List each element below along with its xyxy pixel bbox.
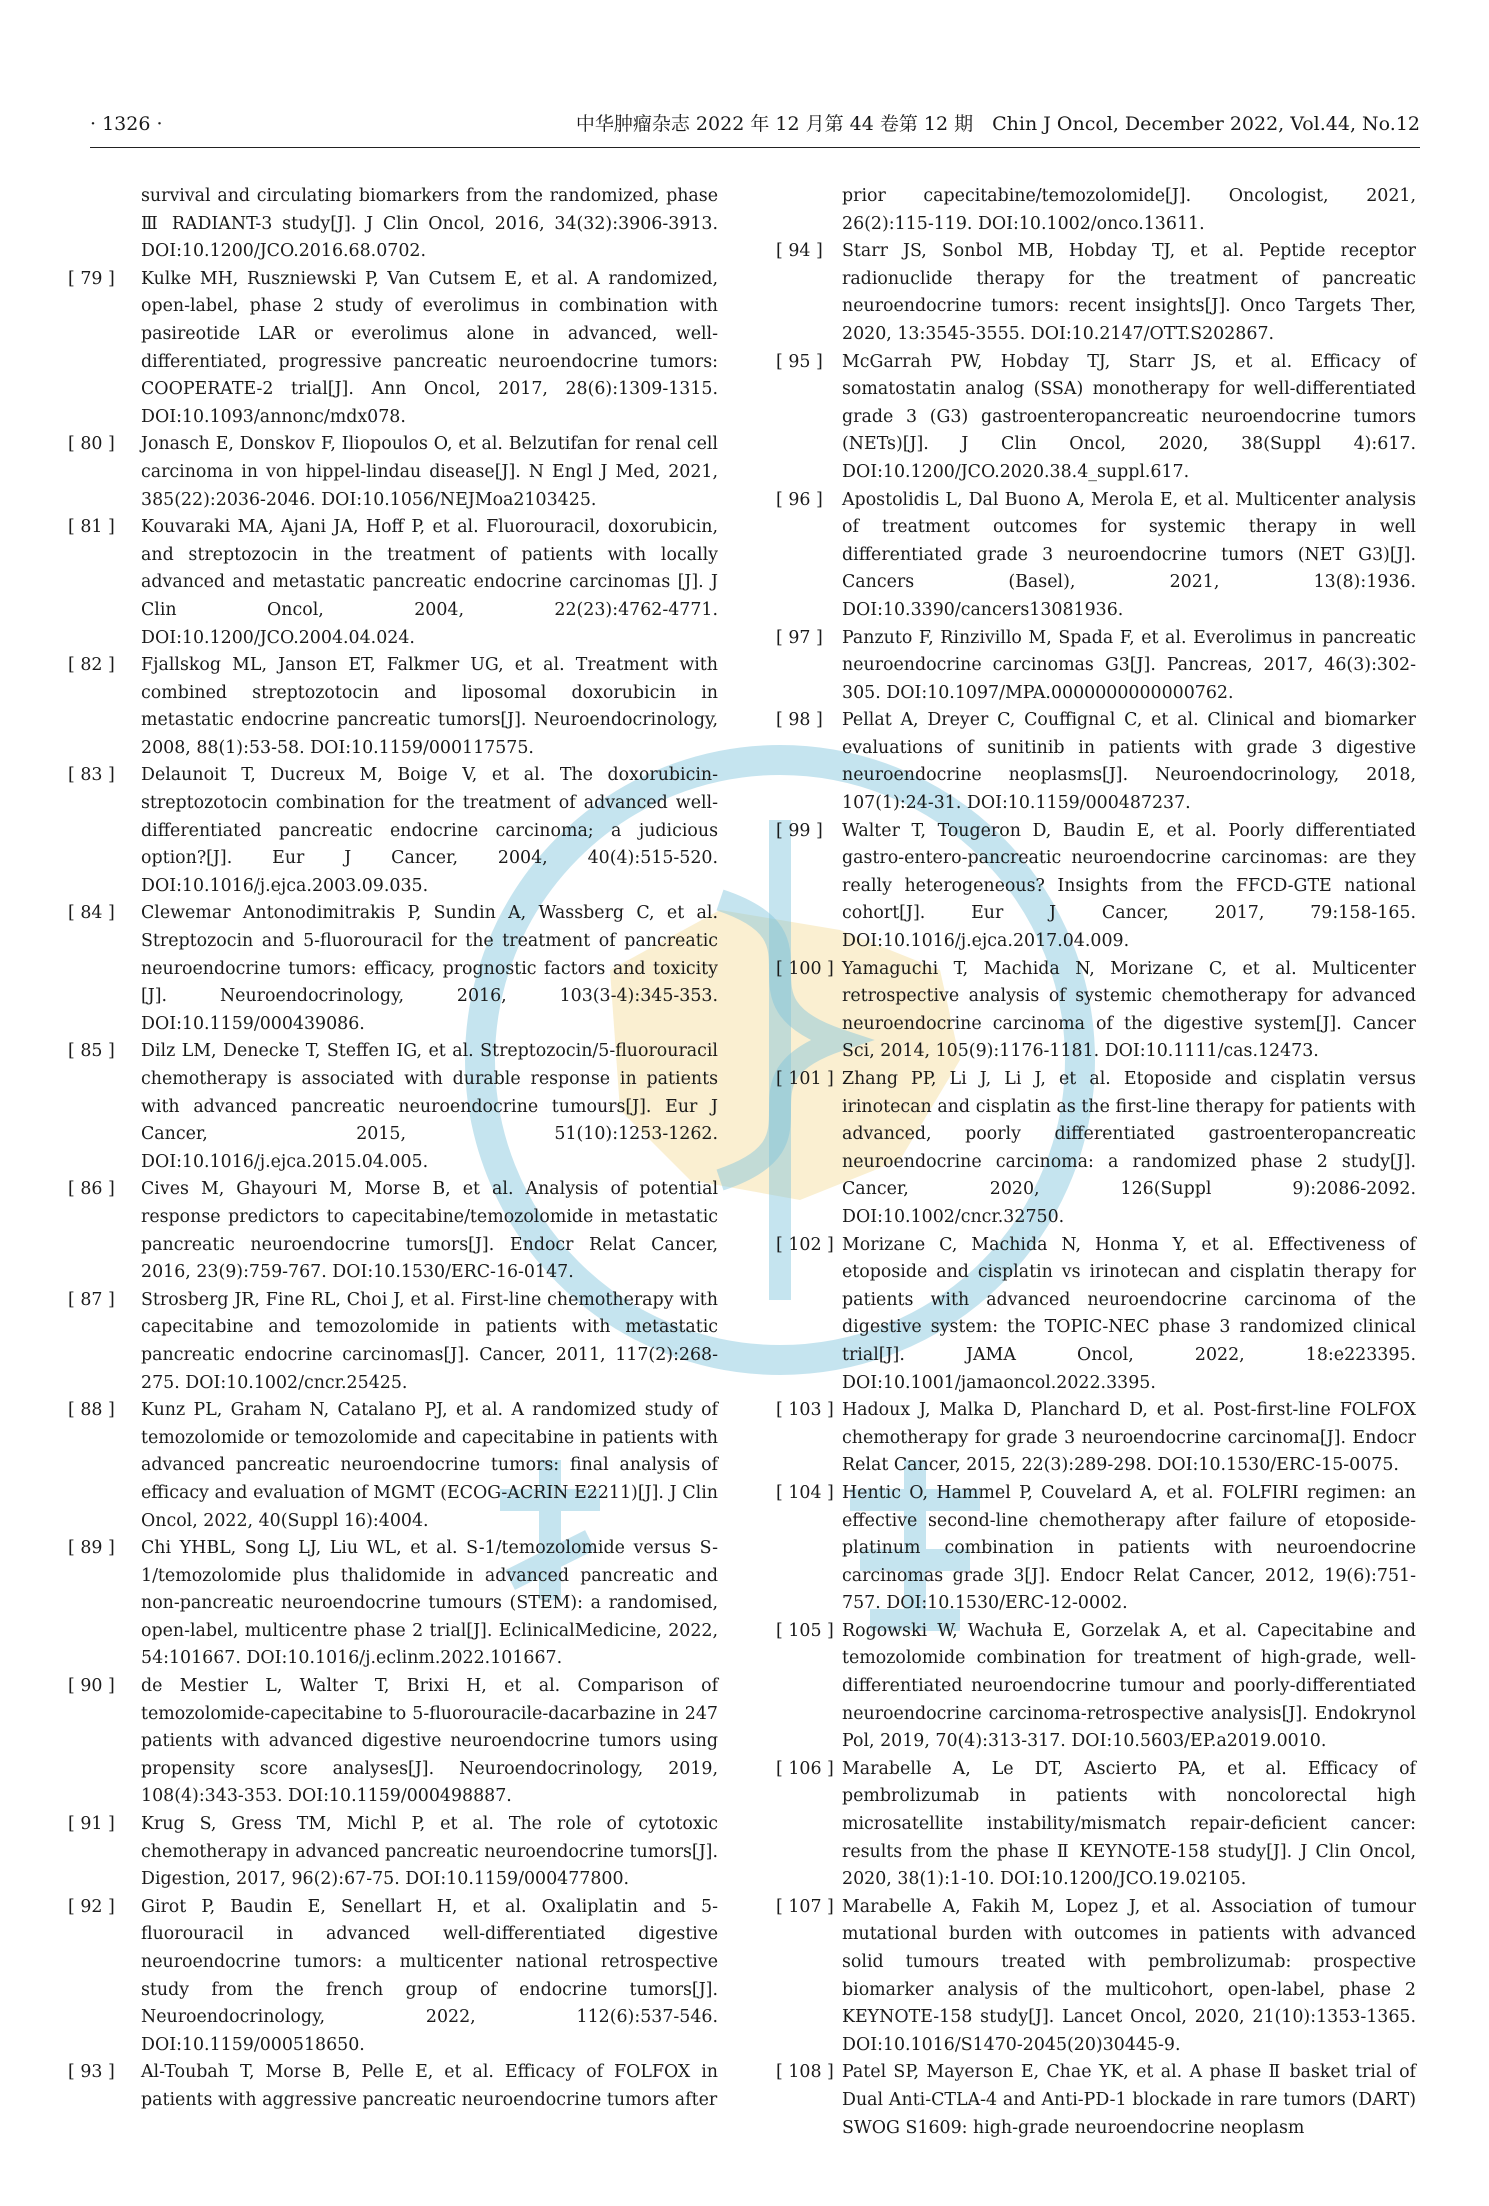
reference-text: Clewemar Antonodimitrakis P, Sundin A, Wassberg C, et al. Streptozocin and 5-fluorouracil for the treatment of pancreatic neuroendocrine tumors: efficacy, prognostic factors and toxicity [J]. Neuroendocrinology, 2016, 103(3-4):345-353. DOI:10.1159/000439086. [141,903,718,1034]
reference-text: Strosberg JR, Fine RL, Choi J, et al. First-line chemotherapy with capecitabine and temozolomide in patients with metastatic pancreatic endocrine carcinomas[J]. Cancer, 2011, 117(2):268-275. DOI:10.1002/cncr.25425. [141,1289,718,1393]
reference-84 [68,900,718,1038]
reference-89 [68,1535,718,1673]
reference-text: McGarrah PW, Hobday TJ, Starr JS, et al. Efficacy of somatostatin analog (SSA) monotherapy for well-differentiated grade 3 (G3) gastroenteropancreatic neuroendocrine tumors (NETs)[J]. J Clin Oncol, 2020, 38(Suppl 4):617. DOI:10.1200/JCO.2020.38.4_suppl.617. [842,351,1416,482]
reference-text: Chi YHBL, Song LJ, Liu WL, et al. S-1/temozolomide versus S-1/temozolomide plus thalidomide in advanced pancreatic and non-pancreatic neuroendocrine tumours (STEM): a randomised, open-label, multicentre phase 2 trial[J]. EclinicalMedicine, 2022, 54:101667. DOI:10.1016/j.eclinm.2022.101667. [141,1538,718,1669]
reference-text: Morizane C, Machida N, Honma Y, et al. Effectiveness of etoposide and cisplatin vs irinotecan and cisplatin therapy for patients with advanced neuroendocrine carcinoma of the digestive system: the TOPIC-NEC phase 3 randomized clinical trial[J]. JAMA Oncol, 2022, 18:e223395. DOI:10.1001/jamaoncol.2022.3395. [842,1234,1416,1393]
reference-100 [776,956,1416,1066]
reference-number: [ 95 ] [776,351,823,372]
reference-87 [68,1287,718,1397]
reference-text: Pellat A, Dreyer C, Couffignal C, et al. Clinical and biomarker evaluations of sunitinib in patients with grade 3 digestive neuroendocrine neoplasms[J]. Neuroendocrinology, 2018, 107(1):24-31. DOI:10.1159/000487237. [842,710,1416,814]
reference-95 [776,349,1416,487]
reference-text: Al-Toubah T, Morse B, Pelle E, et al. Efficacy of FOLFOX in patients with aggressive pancreatic neuroendocrine tumors after [141,2062,718,2110]
reference-108 [776,2059,1416,2142]
reference-97 [776,625,1416,708]
reference-number: [ 103 ] [776,1400,834,1421]
reference-82 [68,652,718,762]
reference-continuation: prior capecitabine/temozolomide[J]. Oncologist, 2021, 26(2):115-119. DOI:10.1002/onco.13611. [842,186,1416,234]
reference-number: [ 106 ] [776,1758,834,1779]
reference-text: Apostolidis L, Dal Buono A, Merola E, et al. Multicenter analysis of treatment outcomes for systemic therapy in well differentiated grade 3 neuroendocrine tumors (NET G3)[J]. Cancers (Basel), 2021, 13(8):1936. DOI:10.3390/cancers13081936. [842,489,1416,620]
reference-text: Delaunoit T, Ducreux M, Boige V, et al. The doxorubicin-streptozotocin combination for the treatment of advanced well-differentiated pancreatic endocrine carcinoma; a judicious option?[J]. Eur J Cancer, 2004, 40(4):515-520. DOI:10.1016/j.ejca.2003.09.035. [141,765,718,896]
reference-number: [ 94 ] [776,241,823,262]
reference-text: Marabelle A, Fakih M, Lopez J, et al. Association of tumour mutational burden with outcomes in patients with advanced solid tumours treated with pembrolizumab: prospective biomarker analysis of the multicohort, open-label, phase 2 KEYNOTE-158 study[J]. Lancet Oncol, 2020, 21(10):1353-1365. DOI:10.1016/S1470-2045(20)30445-9. [842,1896,1416,2055]
reference-number: [ 104 ] [776,1482,834,1503]
right-column [776,183,1416,2142]
reference-number: [ 87 ] [68,1289,115,1310]
reference-text: Yamaguchi T, Machida N, Morizane C, et al. Multicenter retrospective analysis of systemic chemotherapy for advanced neuroendocrine carcinoma of the digestive system[J]. Cancer Sci, 2014, 105(9):1176-1181. DOI:10.1111/cas.12473. [842,958,1416,1062]
reference-number: [ 92 ] [68,1896,115,1917]
reference-text: Walter T, Tougeron D, Baudin E, et al. Poorly differentiated gastro-entero-pancreatic neuroendocrine carcinomas: are they really heterogeneous? Insights from the FFCD-GTE national cohort[J]. Eur J Cancer, 2017, 79:158-165. DOI:10.1016/j.ejca.2017.04.009. [842,820,1416,952]
reference-number: [ 86 ] [68,1179,115,1200]
reference-text: Jonasch E, Donskov F, Iliopoulos O, et al. Belzutifan for renal cell carcinoma in von hippel-lindau disease[J]. N Engl J Med, 2021, 385(22):2036-2046. DOI:10.1056/NEJMoa2103425. [141,434,718,510]
reference-number: [ 93 ] [68,2062,115,2083]
reference-91 [68,1811,718,1894]
reference-text: Fjallskog ML, Janson ET, Falkmer UG, et al. Treatment with combined streptozotocin and liposomal doxorubicin in metastatic endocrine pancreatic tumors[J]. Neuroendocrinology, 2008, 88(1):53-58. DOI:10.1159/000117575. [141,655,718,758]
reference-text: Dilz LM, Denecke T, Steffen IG, et al. Streptozocin/5-fluorouracil chemotherapy is associated with durable response in patients with advanced pancreatic neuroendocrine tumours[J]. Eur J Cancer, 2015, 51(10):1253-1262. DOI:10.1016/j.ejca.2015.04.005. [141,1041,718,1172]
reference-text: Hentic O, Hammel P, Couvelard A, et al. FOLFIRI regimen: an effective second-line chemotherapy after failure of etoposide-platinum combination in patients with neuroendocrine carcinomas grade 3[J]. Endocr Relat Cancer, 2012, 19(6):751-757. DOI:10.1530/ERC-12-0002. [842,1482,1416,1614]
reference-number: [ 101 ] [776,1069,834,1089]
reference-number: [ 91 ] [68,1814,115,1835]
reference-90 [68,1673,718,1811]
reference-number: [ 96 ] [776,489,823,510]
reference-80 [68,431,718,514]
reference-number: [ 79 ] [68,268,115,289]
reference-number: [ 97 ] [776,627,823,648]
reference-81 [68,514,718,652]
reference-number: [ 84 ] [68,903,115,924]
reference-number: [ 108 ] [776,2062,834,2083]
reference-number: [ 82 ] [68,655,115,676]
reference-107 [776,1894,1416,2060]
reference-94 [776,238,1416,348]
reference-text: Patel SP, Mayerson E, Chae YK, et al. A phase Ⅱ basket trial of Dual Anti-CTLA-4 and Anti-PD-1 blockade in rare tumors (DART) SWOG S1609: high-grade neuroendocrine neoplasm [842,2062,1416,2138]
reference-number: [ 105 ] [776,1620,834,1641]
reference-text: Kouvaraki MA, Ajani JA, Hoff P, et al. Fluorouracil, doxorubicin, and streptozocin in the treatment of patients with locally advanced and metastatic pancreatic endocrine carcinomas [J]. J Clin Oncol, 2004, 22(23):4762-4771. DOI:10.1200/JCO.2004.04.024. [141,517,718,648]
reference-98 [776,707,1416,817]
reference-text: Girot P, Baudin E, Senellart H, et al. Oxaliplatin and 5-fluorouracil in advanced well-differentiated digestive neuroendocrine tumors: a multicenter national retrospective study from the french group of endocrine tumors[J]. Neuroendocrinology, 2022, 112(6):537-546. DOI:10.1159/000518650. [141,1896,718,2055]
reference-96 [776,487,1416,625]
reference-text: Krug S, Gress TM, Michl P, et al. The role of cytotoxic chemotherapy in advanced pancreatic neuroendocrine tumors[J]. Digestion, 2017, 96(2):67-75. DOI:10.1159/000477800. [141,1814,718,1890]
reference-number: [ 99 ] [776,820,823,841]
journal-header: 中华肿瘤杂志 2022 年 12 月第 44 卷第 12 期 Chin J Oncol, December 2022, Vol.44, No.12 [575,113,1420,135]
reference-text: Panzuto F, Rinzivillo M, Spada F, et al. Everolimus in pancreatic neuroendocrine carcinomas G3[J]. Pancreas, 2017, 46(3):302-305. DOI:10.1097/MPA.0000000000000762. [842,627,1416,703]
reference-99 [776,818,1416,956]
reference-83 [68,762,718,900]
reference-number: [ 80 ] [68,434,115,455]
reference-number: [ 81 ] [68,517,115,538]
reference-86 [68,1176,718,1286]
reference-number: [ 102 ] [776,1234,834,1255]
reference-text: Kunz PL, Graham N, Catalano PJ, et al. A randomized study of temozolomide or temozolomide and capecitabine in patients with advanced pancreatic neuroendocrine tumors: final analysis of efficacy and evaluation of MGMT (ECOG-ACRIN E2211)[J]. J Clin Oncol, 2022, 40(Suppl 16):4004. [141,1400,718,1531]
reference-number: [ 88 ] [68,1400,115,1421]
reference-continuation: survival and circulating biomarkers from the randomized, phase Ⅲ RADIANT-3 study[J]. J Clin Oncol, 2016, 34(32):3906-3913. DOI:10.1200/JCO.2016.68.0702. [141,186,718,262]
reference-text: Rogowski W, Wachuła E, Gorzelak A, et al. Capecitabine and temozolomide combination for treatment of high-grade, well-differentiated neuroendocrine tumour and poorly-differentiated neuroendocrine carcinoma-retrospective analysis[J]. Endokrynol Pol, 2019, 70(4):313-317. DOI:10.5603/EP.a2019.0010. [842,1620,1416,1752]
reference-103 [776,1397,1416,1480]
reference-text: de Mestier L, Walter T, Brixi H, et al. Comparison of temozolomide-capecitabine to 5-fluorouracile-dacarbazine in 247 patients with advanced digestive neuroendocrine tumors using propensity score analyses[J]. Neuroendocrinology, 2019, 108(4):343-353. DOI:10.1159/000498887. [141,1676,718,1807]
reference-number: [ 90 ] [68,1676,115,1697]
reference-text: Marabelle A, Le DT, Ascierto PA, et al. Efficacy of pembrolizumab in patients with noncolorectal high microsatellite instability/mismatch repair-deficient cancer: results from the phase Ⅱ KEYNOTE-158 study[J]. J Clin Oncol, 2020, 38(1):1-10. DOI:10.1200/JCO.19.02105. [842,1758,1416,1890]
reference-number: [ 107 ] [776,1896,834,1917]
reference-text: Kulke MH, Ruszniewski P, Van Cutsem E, et al. A randomized, open-label, phase 2 study of everolimus in combination with pasireotide LAR or everolimus alone in advanced, well-differentiated, progressive pancreatic neuroendocrine tumors: COOPERATE-2 trial[J]. Ann Oncol, 2017, 28(6):1309-1315. DOI:10.1093/annonc/mdx078. [141,268,718,427]
reference-106 [776,1756,1416,1894]
reference-text: Starr JS, Sonbol MB, Hobday TJ, et al. Peptide receptor radionuclide therapy for the treatment of pancreatic neuroendocrine tumors: recent insights[J]. Onco Targets Ther, 2020, 13:3545-3555. DOI:10.2147/OTT.S202867. [842,241,1416,344]
header-rule [90,147,1420,148]
reference-text: Cives M, Ghayouri M, Morse B, et al. Analysis of potential response predictors to capecitabine/temozolomide in metastatic pancreatic neuroendocrine tumors[J]. Endocr Relat Cancer, 2016, 23(9):759-767. DOI:10.1530/ERC-16-0147. [141,1179,718,1283]
page-number: · 1326 · [90,113,163,135]
reference-text: Zhang PP, Li J, Li J, et al. Etoposide and cisplatin versus irinotecan and cisplatin as the first-line therapy for patients with advanced, poorly differentiated gastroenteropancreatic neuroendocrine carcinoma: a randomized phase 2 study[J]. Cancer, 2020, 126(Suppl 9):2086-2092. DOI:10.1002/cncr.32750. [842,1069,1416,1227]
reference-102 [776,1232,1416,1398]
reference-number: [ 83 ] [68,765,115,786]
reference-105 [776,1618,1416,1756]
reference-92 [68,1894,718,2060]
reference-number: [ 100 ] [776,958,834,979]
reference-79 [68,266,718,432]
reference-text: Hadoux J, Malka D, Planchard D, et al. Post-first-line FOLFOX chemotherapy for grade 3 neuroendocrine carcinoma[J]. Endocr Relat Cancer, 2015, 22(3):289-298. DOI:10.1530/ERC-15-0075. [842,1400,1416,1476]
reference-88 [68,1397,718,1535]
reference-93 [68,2059,718,2114]
reference-85 [68,1038,718,1176]
reference-number: [ 85 ] [68,1041,115,1062]
reference-number: [ 89 ] [68,1538,115,1559]
reference-number: [ 98 ] [776,710,823,731]
reference-101 [776,1066,1416,1232]
reference-104 [776,1480,1416,1618]
left-column [68,183,718,2115]
